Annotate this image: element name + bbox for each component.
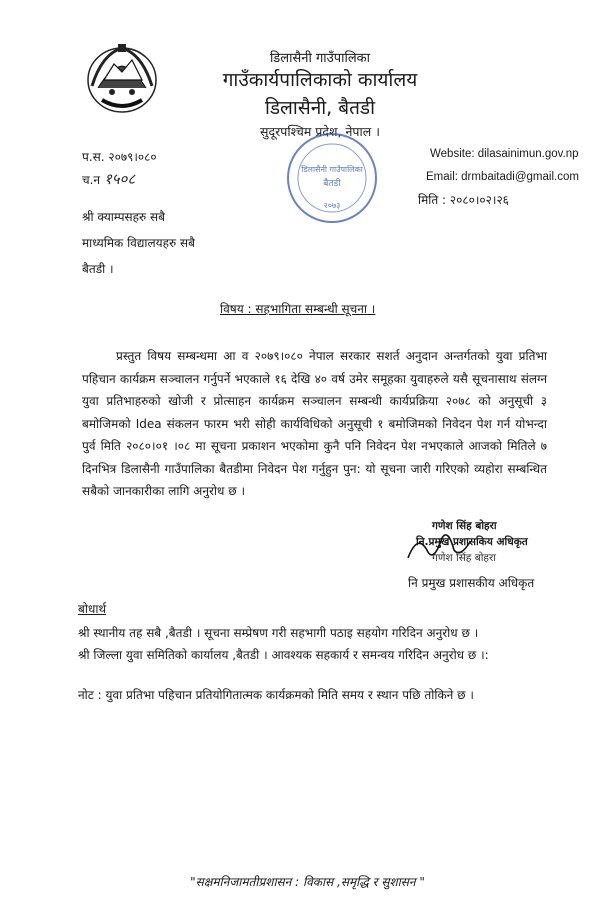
- ref-cn-label: च.न: [82, 173, 101, 187]
- signature-scribble-icon: [404, 528, 474, 564]
- header-municipality-name: डिलासैनी गाउँपालिका: [269, 51, 371, 66]
- addressee-line: माध्यमिक विद्यालयहरु सबै: [82, 236, 195, 250]
- stamp-line2: बैतडी: [323, 179, 341, 189]
- date-text: मिति : २०८०।०२।२६: [418, 193, 509, 207]
- signature-stamp-name: गणेश सिंह बोहरा: [432, 520, 497, 532]
- header-location: डिलासैनी, बैतडी: [264, 97, 376, 119]
- subject-line: विषय : सहभागिता सम्बन्धी सूचना ।: [220, 302, 376, 316]
- note-line: नोट : युवा प्रतिभा पहिचान प्रतियोगितात्मक कार्यक्रमको मिति समय र स्थान पछि तोकिने छ ।: [78, 688, 474, 702]
- header-province: सुदूरपश्चिम प्रदेश, नेपाल ।: [260, 124, 380, 139]
- stamp-line1: डिलासैनी गाउँपालिका: [301, 165, 363, 174]
- signature-title: नि प्रमुख प्रशासकीय अधिकृत: [408, 576, 535, 590]
- stamp-line3: २०७३: [323, 201, 341, 210]
- addressee-line: श्री क्याम्पसहरु सबै: [82, 210, 165, 224]
- website-text: Website: dilasainimun.gov.np: [430, 148, 579, 160]
- ref-cn-handwritten: १५०८: [103, 170, 136, 188]
- header-office-name: गाउँकार्यपालिकाको कार्यालय: [222, 69, 418, 91]
- bodharth-line: श्री जिल्ला युवा समितिको कार्यालय ,बैतडी । आवश्यक सहकार्य र समन्वय गरिदिन अनुरोध छ ।:: [78, 648, 489, 662]
- signature-stamp-title: नि.प्रमुख प्रशासकिय अधिकृत: [416, 536, 528, 548]
- ref-cn-number: [82, 169, 135, 189]
- signature-handwritten: गणेश सिंह बोहरा: [432, 552, 497, 564]
- bodharth-label: बोधार्थ: [78, 602, 107, 616]
- office-stamp: [282, 128, 382, 228]
- email-text: Email: drmbaitadi@gmail.com: [426, 171, 579, 183]
- addressee-line: बैतडी ।: [82, 262, 114, 276]
- body-paragraph: प्रस्तुत विषय सम्बन्धमा आ व २०७९।०८० नेपाल सरकार सशर्त अनुदान अन्तर्गतको युवा प्रतिभा पहिचान कार्यक्रम सञ्चालन गर्नुपर्ने भएकाले १६ देखि ४० वर्ष उमेर समूहका युवाहरुले यसै सूचनासाथ संलग्न युवा प्रतिभाहरुको खोजी र प्रोत्साहन कार्यक्रम सञ्चालन सम्बन्धी कार्यप्रक्रिया २०७८ को अनुसूची ३ बमोजिमको Idea संकलन फारम भरी सोही कार्यविधिको अनुसूची १ बमोजिमको निवेदन पेश गर्न योभन्दा पुर्व मिति २०८०।०१ ।०८ मा सूचना प्रकाशन भएकोमा कुनै पनि निवेदन पेश नभएकाले आजको मितिले ७ दिनभित्र डिलासैनी गाउँपालिका बैतडीमा निवेदन पेश गर्नुहुन पुन: यो सूचना जारी गरिएको व्यहोरा सम्बन्धित सबैको जानकारीका लागि अनुरोध छ ।: [82, 349, 547, 498]
- bodharth-line: श्री स्थानीय तह सबै ,बैतडी । सूचना सम्प्रेषण गरी सहभागी पठाइ सहयोग गरिदिन अनुरोध छ ।: [78, 626, 479, 640]
- footer-slogan: "सक्षमनिजामतीप्रशासन : विकास ,समृद्धि र सुशासन ": [190, 875, 425, 889]
- ref-ps-number: प.स. २०७९।०८०: [82, 150, 157, 164]
- nepal-emblem-logo: [82, 40, 162, 116]
